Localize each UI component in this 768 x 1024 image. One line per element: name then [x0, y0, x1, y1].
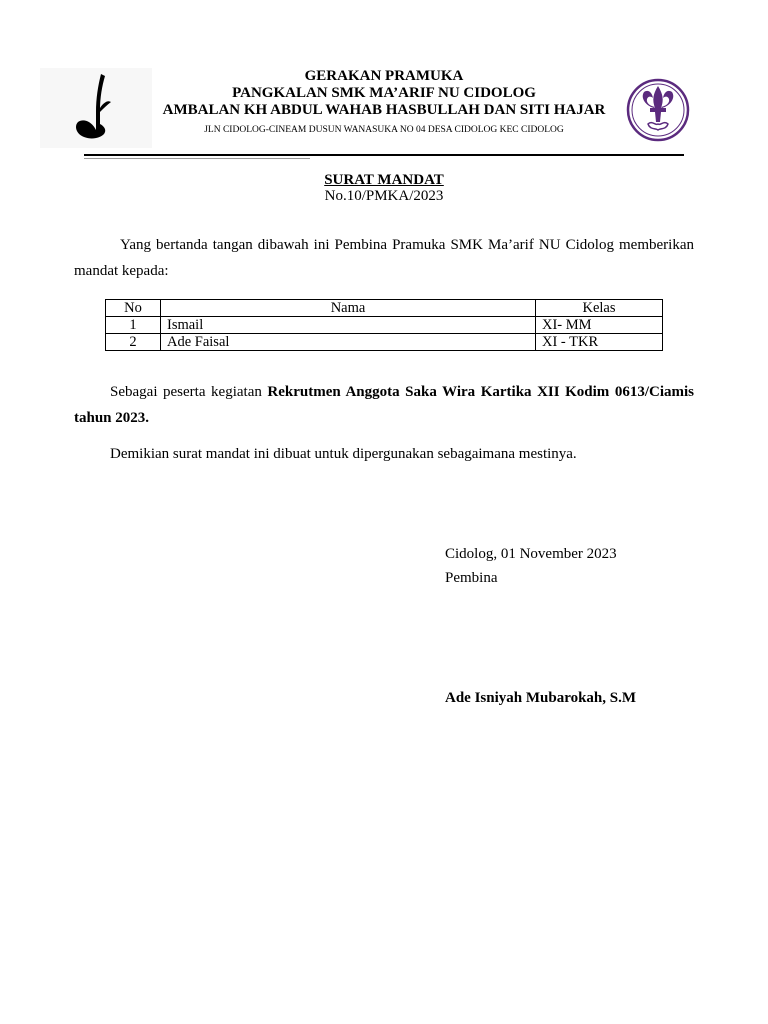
purpose-prefix: Sebagai peserta kegiatan	[110, 384, 268, 400]
letterhead-line1: GERAKAN PRAMUKA	[304, 68, 464, 84]
header-nama: Nama	[161, 300, 536, 317]
signature-place-date: Cidolog, 01 November 2023	[445, 546, 617, 562]
fleur-de-lis-icon	[626, 76, 690, 144]
letterhead-line3: AMBALAN KH ABDUL WAHAB HASBULLAH DAN SITI HAJAR	[162, 102, 606, 118]
cell-kelas: XI- MM	[536, 317, 663, 334]
signature-role: Pembina	[445, 570, 498, 586]
purpose-paragraph	[74, 379, 694, 431]
header-no: No	[106, 300, 161, 317]
document-number: No.10/PMKA/2023	[324, 188, 444, 204]
cell-no: 2	[106, 334, 161, 351]
participants-table	[105, 299, 663, 351]
document-title: SURAT MANDAT	[324, 172, 444, 188]
closing-paragraph	[74, 441, 694, 467]
intro-text: Yang bertanda tangan dibawah ini Pembina Pramuka SMK Ma’arif NU Cidolog memberikan mandat kepada:	[74, 237, 694, 279]
table-header-row	[106, 300, 663, 317]
cell-kelas: XI - TKR	[536, 334, 663, 351]
table-row	[106, 334, 663, 351]
signature-name: Ade Isniyah Mubarokah, S.M	[445, 690, 637, 706]
intro-paragraph	[74, 232, 694, 284]
scout-fleur-de-lis-emblem	[626, 76, 690, 144]
cell-nama: Ade Faisal	[161, 334, 536, 351]
header-kelas: Kelas	[536, 300, 663, 317]
tunas-kelapa-logo	[40, 68, 152, 148]
event-name: Rekrutmen Anggota Saka Wira Kartika XII Kodim 0613/Ciamis tahun 2023.	[74, 384, 695, 426]
tunas-kelapa-icon	[74, 72, 114, 144]
letterhead-address: JLN CIDOLOG-CINEAM DUSUN WANASUKA NO 04 DESA CIDOLOG KEC CIDOLOG	[204, 125, 564, 135]
title-block	[0, 171, 768, 189]
letterhead	[150, 68, 618, 135]
letterhead-rule-thin	[84, 158, 310, 159]
cell-nama: Ismail	[161, 317, 536, 334]
cell-no: 1	[106, 317, 161, 334]
letterhead-rule	[84, 154, 684, 156]
closing-text: Demikian surat mandat ini dibuat untuk dipergunakan sebagaimana mestinya.	[110, 446, 577, 462]
table-row	[106, 317, 663, 334]
letterhead-line2: PANGKALAN SMK MA’ARIF NU CIDOLOG	[232, 85, 536, 101]
